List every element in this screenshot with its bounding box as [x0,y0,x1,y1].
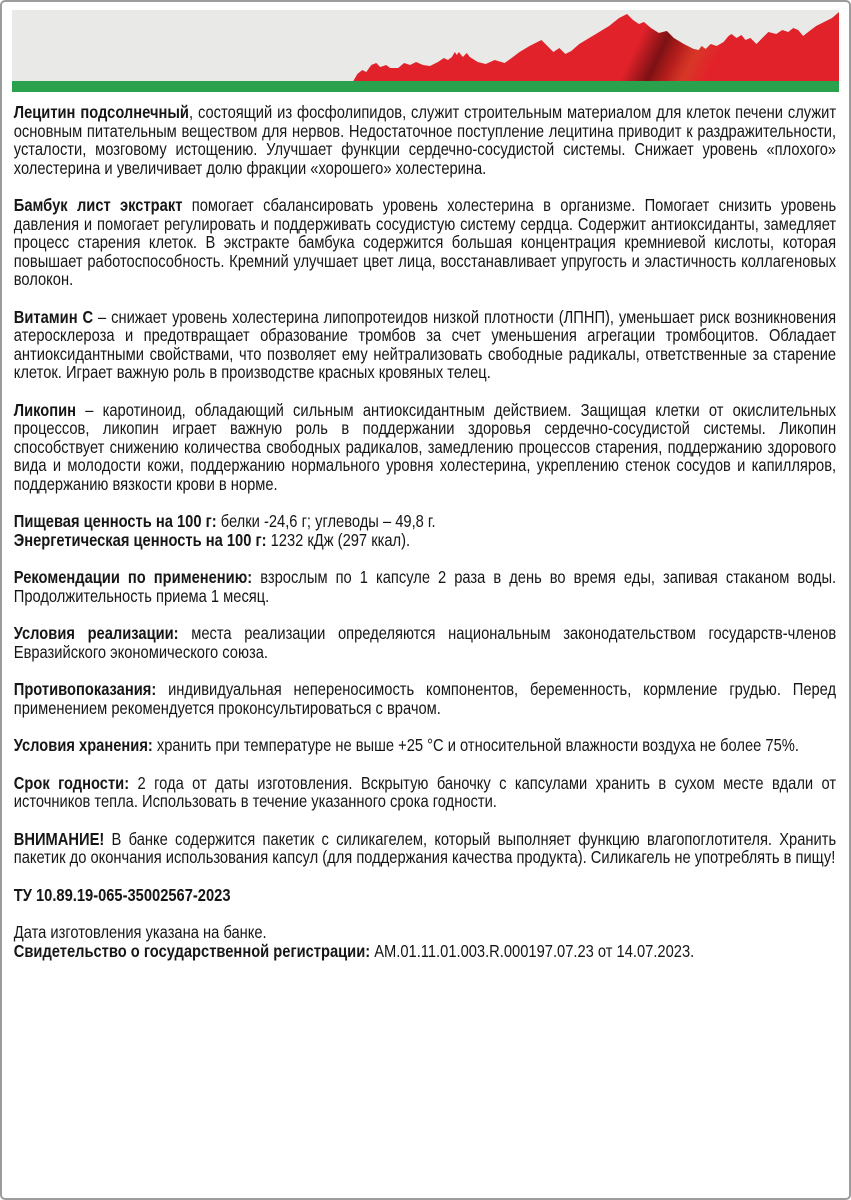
mountain-shadow-band [353,12,839,81]
paragraph-lead: Рекомендации по применению: [13,567,253,587]
paragraph-text: взрослым по 1 капсуле 2 раза в день во время еды, запивая стаканом воды. Продолжительность приема 1 месяц. [13,567,837,606]
paragraph-text: 2 года от даты изготовления. Вскрытую баночку с капсулами хранить в сухом месте вдали от источников тепла. Использовать в течение указанного срока годности. [13,772,837,811]
paragraph-text: Дата изготовления указана на банке. [13,922,267,942]
energy-value-line [14,531,836,550]
paragraph-text: помогает сбалансировать уровень холестерина в организме. Помогает снизить уровень давления и помогает регулировать и поддерживать сосудистую систему сердца. Содержит антиоксиданты, замедляет процесс старения клеток. В экстракте бамбука содержится большая концентрация кремниевой кислоты, которая повышает работоспособность. Кремний улучшает цвет лица, восстанавливает упругость и эластичность коллагеновых волокон. [13,195,837,289]
header-banner [12,10,839,92]
paragraph-text: хранить при температуре не выше +25 °С и относительной влажности воздуха не более 75%. [152,735,799,755]
green-bar [12,81,839,92]
paragraph-lead: Витамин С [13,306,94,327]
paragraph-lycopene [14,401,836,494]
paragraph-shelf-life [14,774,836,811]
paragraph-lead: ВНИМАНИЕ! [13,828,105,849]
paragraph-text: , состоящий из фосфолипидов, служит строительным материалом для клеток печени служит основным питательным веществом для нервов. Недостаточное поступление лецитина приводит к раздражительности, усталости, мозговому истощению. Улучшает функции сердечно-сосудистой системы. Снижает уровень «плохого» холестерина и увеличивает долю фракции «хорошего» холестерина. [13,102,837,178]
manufacture-date-line [14,923,836,942]
state-registration-line [14,942,836,961]
paragraph-text: индивидуальная непереносимость компонентов, беременность, кормление грудью. Перед применением рекомендуется проконсультироваться с врачом. [13,679,837,718]
paragraph-lead: Энергетическая ценность на 100 г: [13,529,267,550]
paragraph-text: места реализации определяются национальным законодательством государств-членов Евразийского экономического союза. [13,623,837,662]
registration-block [14,923,836,960]
paragraph-lead: Срок годности: [13,772,130,793]
paragraph-lead: Ликопин [13,399,77,420]
nutrition-value-block [14,512,836,549]
paragraph-sale-conditions [14,624,836,661]
paragraph-contraindications [14,680,836,717]
paragraph-text: 1232 кДж (297 ккал). [266,529,411,550]
paragraph-lead: Условия реализации: [13,623,179,643]
paragraph-lead: Условия хранения: [13,735,153,755]
body-text [2,103,849,979]
paragraph-vitamin-c [14,308,836,382]
paragraph-lead: Лецитин подсолнечный [13,102,189,122]
paragraph-warning [14,830,836,867]
paragraph-text: АМ.01.11.01.003.R.000197.07.23 от 14.07.2023. [370,940,695,961]
paragraph-lead: Пищевая ценность на 100 г: [13,511,217,531]
paragraph-lead: Противопоказания: [13,679,157,699]
paragraph-text: – каротиноид, обладающий сильным антиоксидантным действием. Защищая клетки от окислительных процессов, ликопин играет важную роль в поддержании здоровья сердечно-сосудистой системы. Ликопин способствует снижению количества свободных радикалов, замедлению процессов старения, поддержанию здорового вида и молодости кожи, поддержанию нормального уровня холестерина, укреплению стенок сосудов и капилляров, поддержанию вязкости крови в норме. [13,399,837,494]
paragraph-bamboo-extract [14,196,836,289]
paragraph-storage-conditions [14,736,836,755]
paragraph-tu-number [14,886,836,905]
paragraph-lead: Свидетельство о государственной регистрации: [13,940,371,961]
paragraph-lead: Бамбук лист экстракт [13,195,183,215]
paragraph-usage-recommendations [14,568,836,605]
paragraph-lecithin [14,103,836,177]
paragraph-text: белки -24,6 г; углеводы – 49,8 г. [216,511,436,531]
paragraph-text: В банке содержится пакетик с силикагелем, который выполняет функцию влагопоглотителя. Хранить пакетик до окончания использования капсул (для поддержания качества продукта). Силикагель не употреблять в пищу! [13,828,837,867]
paragraph-text: – снижает уровень холестерина липопротеидов низкой плотности (ЛПНП), уменьшает риск возникновения атеросклероза и предотвращает образование тромбов за счет уменьшения агрегации тромбоцитов. Обладает антиоксидантными свойствами, что позволяет ему нейтрализовать свободные радикалы, ответственные за старение клеток. Играет важную роль в производстве красных кровяных телец. [13,306,837,382]
nutrition-value-line [14,512,836,531]
paragraph-lead: ТУ 10.89.19-065-35002567-2023 [13,884,231,905]
mountain-silhouette-graphic [12,10,839,81]
